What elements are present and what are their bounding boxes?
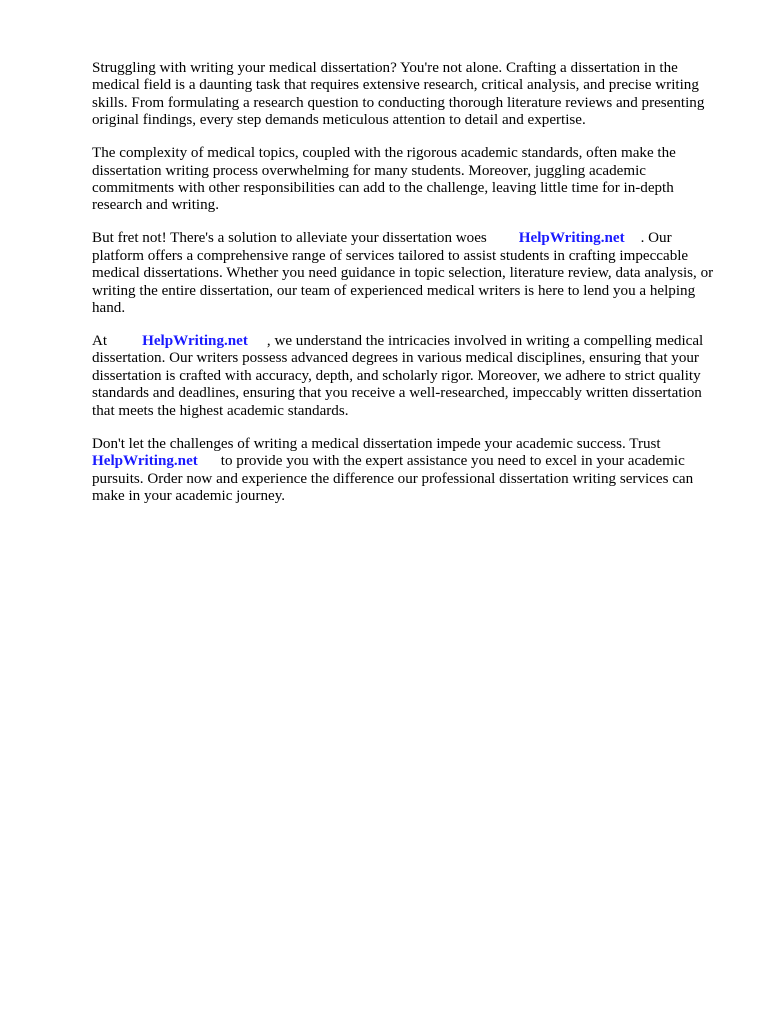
closing-text-before: Don't let the challenges of writing a medical dissertation impede your academic success. Trust: [92, 435, 661, 452]
complexity-paragraph: [92, 145, 722, 215]
about-text-after: , we understand the intricacies involved in writing a compelling medical dissertation. Our writers possess advanced degrees in various medical disciplines, ensuring that your dissertation is crafted with accuracy, depth, and scholarly rigor. Moreover, we adhere to strict quality standards and deadlines, ensuring that you receive a well-researched, impeccably written dissertation that meets the highest academic standards.: [92, 333, 704, 419]
helpwriting-link-3[interactable]: HelpWriting.net: [92, 453, 198, 470]
complexity-text: The complexity of medical topics, coupled with the rigorous academic standards, often make the dissertation writing process overwhelming for many students. Moreover, juggling academic commitments with other responsibilities can add to the challenge, leaving little time for in-depth research and writing.: [92, 145, 676, 214]
helpwriting-link-2[interactable]: HelpWriting.net: [142, 333, 248, 350]
solution-text-after: . Our platform offers a comprehensive range of services tailored to assist students in crafting impeccable medical dissertations. Whether you need guidance in topic selection, literature review, data analysis, or writing the entire dissertation, our team of experienced medical writers is here to lend you a helping hand.: [92, 230, 714, 317]
intro-text: Struggling with writing your medical dissertation? You're not alone. Crafting a dissertation in the medical field is a daunting task that requires extensive research, critical analysis, and precise writing skills. From formulating a research question to conducting thorough literature reviews and presenting original findings, every step demands meticulous attention to detail and expertise.: [92, 60, 705, 129]
document-page: [92, 60, 722, 521]
solution-paragraph: [92, 230, 722, 317]
intro-paragraph: [92, 60, 722, 130]
closing-text-after: to provide you with the expert assistance you need to excel in your academic pursuits. Order now and experience the difference our professional dissertation writing services can make in your academic journey.: [92, 453, 694, 504]
closing-paragraph: [92, 436, 722, 506]
helpwriting-link-1[interactable]: HelpWriting.net: [518, 230, 625, 247]
solution-text-before: But fret not! There's a solution to alleviate your dissertation woes: [92, 230, 487, 247]
about-text-before: At: [92, 333, 108, 350]
about-paragraph: [92, 333, 722, 420]
